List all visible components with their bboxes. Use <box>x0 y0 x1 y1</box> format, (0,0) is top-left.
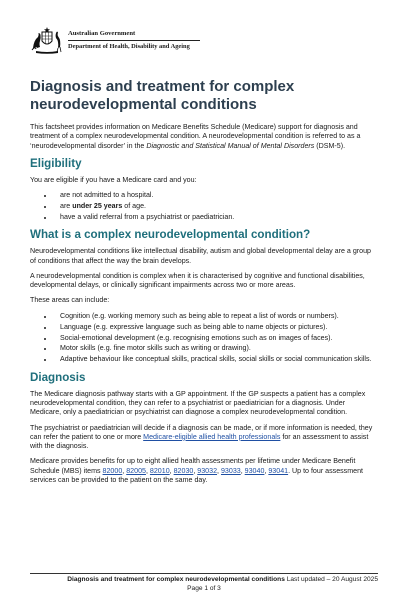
intro-paragraph <box>30 123 378 151</box>
government-name: Australian Government <box>68 30 136 37</box>
title-line-1: Diagnosis and treatment for complex <box>30 78 295 95</box>
page-title <box>30 78 378 114</box>
mbs-item-link[interactable]: 93032 <box>197 466 218 475</box>
what-paragraph-1: Neurodevelopmental conditions like intellectual disability, autism and global developmental delay are a group of conditions that affect the way the brain develops. <box>30 247 371 265</box>
main-content <box>30 78 378 491</box>
page-number: Page 1 of 3 <box>187 585 221 592</box>
mbs-item-link[interactable]: 93040 <box>244 466 265 475</box>
diagnosis-paragraph-2 <box>30 424 378 452</box>
department-name: Department of Health, Disability and Ageing <box>68 43 190 50</box>
list-item: • Language (e.g. expressive language such as being able to name objects or pictures). <box>54 323 378 332</box>
list-item: • Motor skills (e.g. fine motor skills such as writing or drawing). <box>54 344 378 353</box>
footer-divider <box>30 573 378 574</box>
mbs-item-link[interactable]: 93033 <box>220 466 241 475</box>
list-item: • Adaptive behaviour like conceptual skills, practical skills, social skills or social communication skills. <box>54 355 378 364</box>
list-item: • have a valid referral from a psychiatrist or paediatrician. <box>54 213 378 222</box>
areas-list <box>30 312 378 365</box>
government-wordmark <box>68 30 200 51</box>
diagnosis-paragraph-3: Medicare provides benefits for up to eight allied health assessments per lifetime under Medicare Benefit Schedule (MBS) items 82000, 82005, 82010, 82030, 93032, 93033, 93040, 93041. Up to four assessment services can be provided to the patient on the same day. <box>30 457 364 484</box>
title-line-2: neurodevelopmental conditions <box>30 96 257 113</box>
footer-doc-title: Diagnosis and treatment for complex neurodevelopmental conditions <box>67 576 285 583</box>
list-item <box>54 202 378 211</box>
what-paragraph-2: A neurodevelopmental condition is complex when it is characterised by cognitive and functional disabilities, developmental delays, or clinically significant impairments across two or more areas. <box>30 271 365 290</box>
government-logo <box>30 26 270 56</box>
footer-updated: Last updated – 20 August 2025 <box>284 576 378 583</box>
mbs-item-link[interactable]: 82005 <box>126 466 146 475</box>
allied-health-link[interactable]: Medicare-eligible allied health professionals <box>143 432 281 441</box>
what-paragraph-3: These areas can include: <box>30 296 110 305</box>
mbs-item-link[interactable]: 82010 <box>149 466 170 475</box>
diagnosis-paragraph-1: The Medicare diagnosis pathway starts with a GP appointment. If the GP suspects a patient has a complex neurodevelopmental condition, they can refer to a psychiatrist or paediatrician for a diagnosis. Under Medicare, only a paediatrician or psychiatrist can diagnose a complex neurodevelopmental condition. <box>30 389 366 417</box>
intro-text-end: (DSM-5). <box>314 141 346 150</box>
mbs-item-link[interactable]: 82030 <box>173 466 194 475</box>
dsm-title: Diagnostic and Statistical Manual of Mental Disorders <box>146 141 315 150</box>
diagnosis-text-end: . Up to four assessment services can be provided to the patient on the same day. <box>30 466 364 484</box>
diagnosis-text-end: for an assessment to assist with the diagnosis. <box>30 432 369 451</box>
diagnosis-text: The psychiatrist or paediatrician will decide if a diagnosis can be made, or if more information is needed, they can refer the patient to one or more <box>30 423 373 441</box>
diagnosis-text: Medicare provides benefits for up to eight allied health assessments per lifetime under Medicare Benefit Schedule (MBS) items <box>30 457 356 475</box>
diagnosis-heading: Diagnosis <box>30 370 86 384</box>
mbs-item-link[interactable]: 82000 <box>102 466 123 475</box>
intro-text: This factsheet provides information on Medicare Benefits Schedule (Medicare) support for diagnosis and treatment of a complex neurodevelopmental condition. A neurodevelopmental condition is referred to as a ‘neurodevelopmental disorder’ in the <box>30 123 361 150</box>
footer-info <box>30 576 378 584</box>
eligibility-lead: You are eligible if you have a Medicare card and you: <box>30 175 197 184</box>
eligibility-list <box>30 191 378 222</box>
age-limit: under 25 years <box>72 202 123 211</box>
coat-of-arms-icon <box>30 26 64 54</box>
list-item: • are not admitted to a hospital. <box>54 191 378 200</box>
list-item: • Social-emotional development (e.g. recognising emotions such as on images of faces). <box>54 334 378 343</box>
list-item: • Cognition (e.g. working memory such as being able to repeat a list of words or numbers). <box>54 312 378 321</box>
mbs-item-link[interactable]: 93041 <box>268 466 289 475</box>
list-item-text: are <box>60 202 73 211</box>
list-item-text-end: of age. <box>122 202 146 211</box>
wordmark-divider <box>68 40 200 41</box>
what-heading: What is a complex neurodevelopmental condition? <box>30 228 311 242</box>
eligibility-heading: Eligibility <box>30 156 82 170</box>
